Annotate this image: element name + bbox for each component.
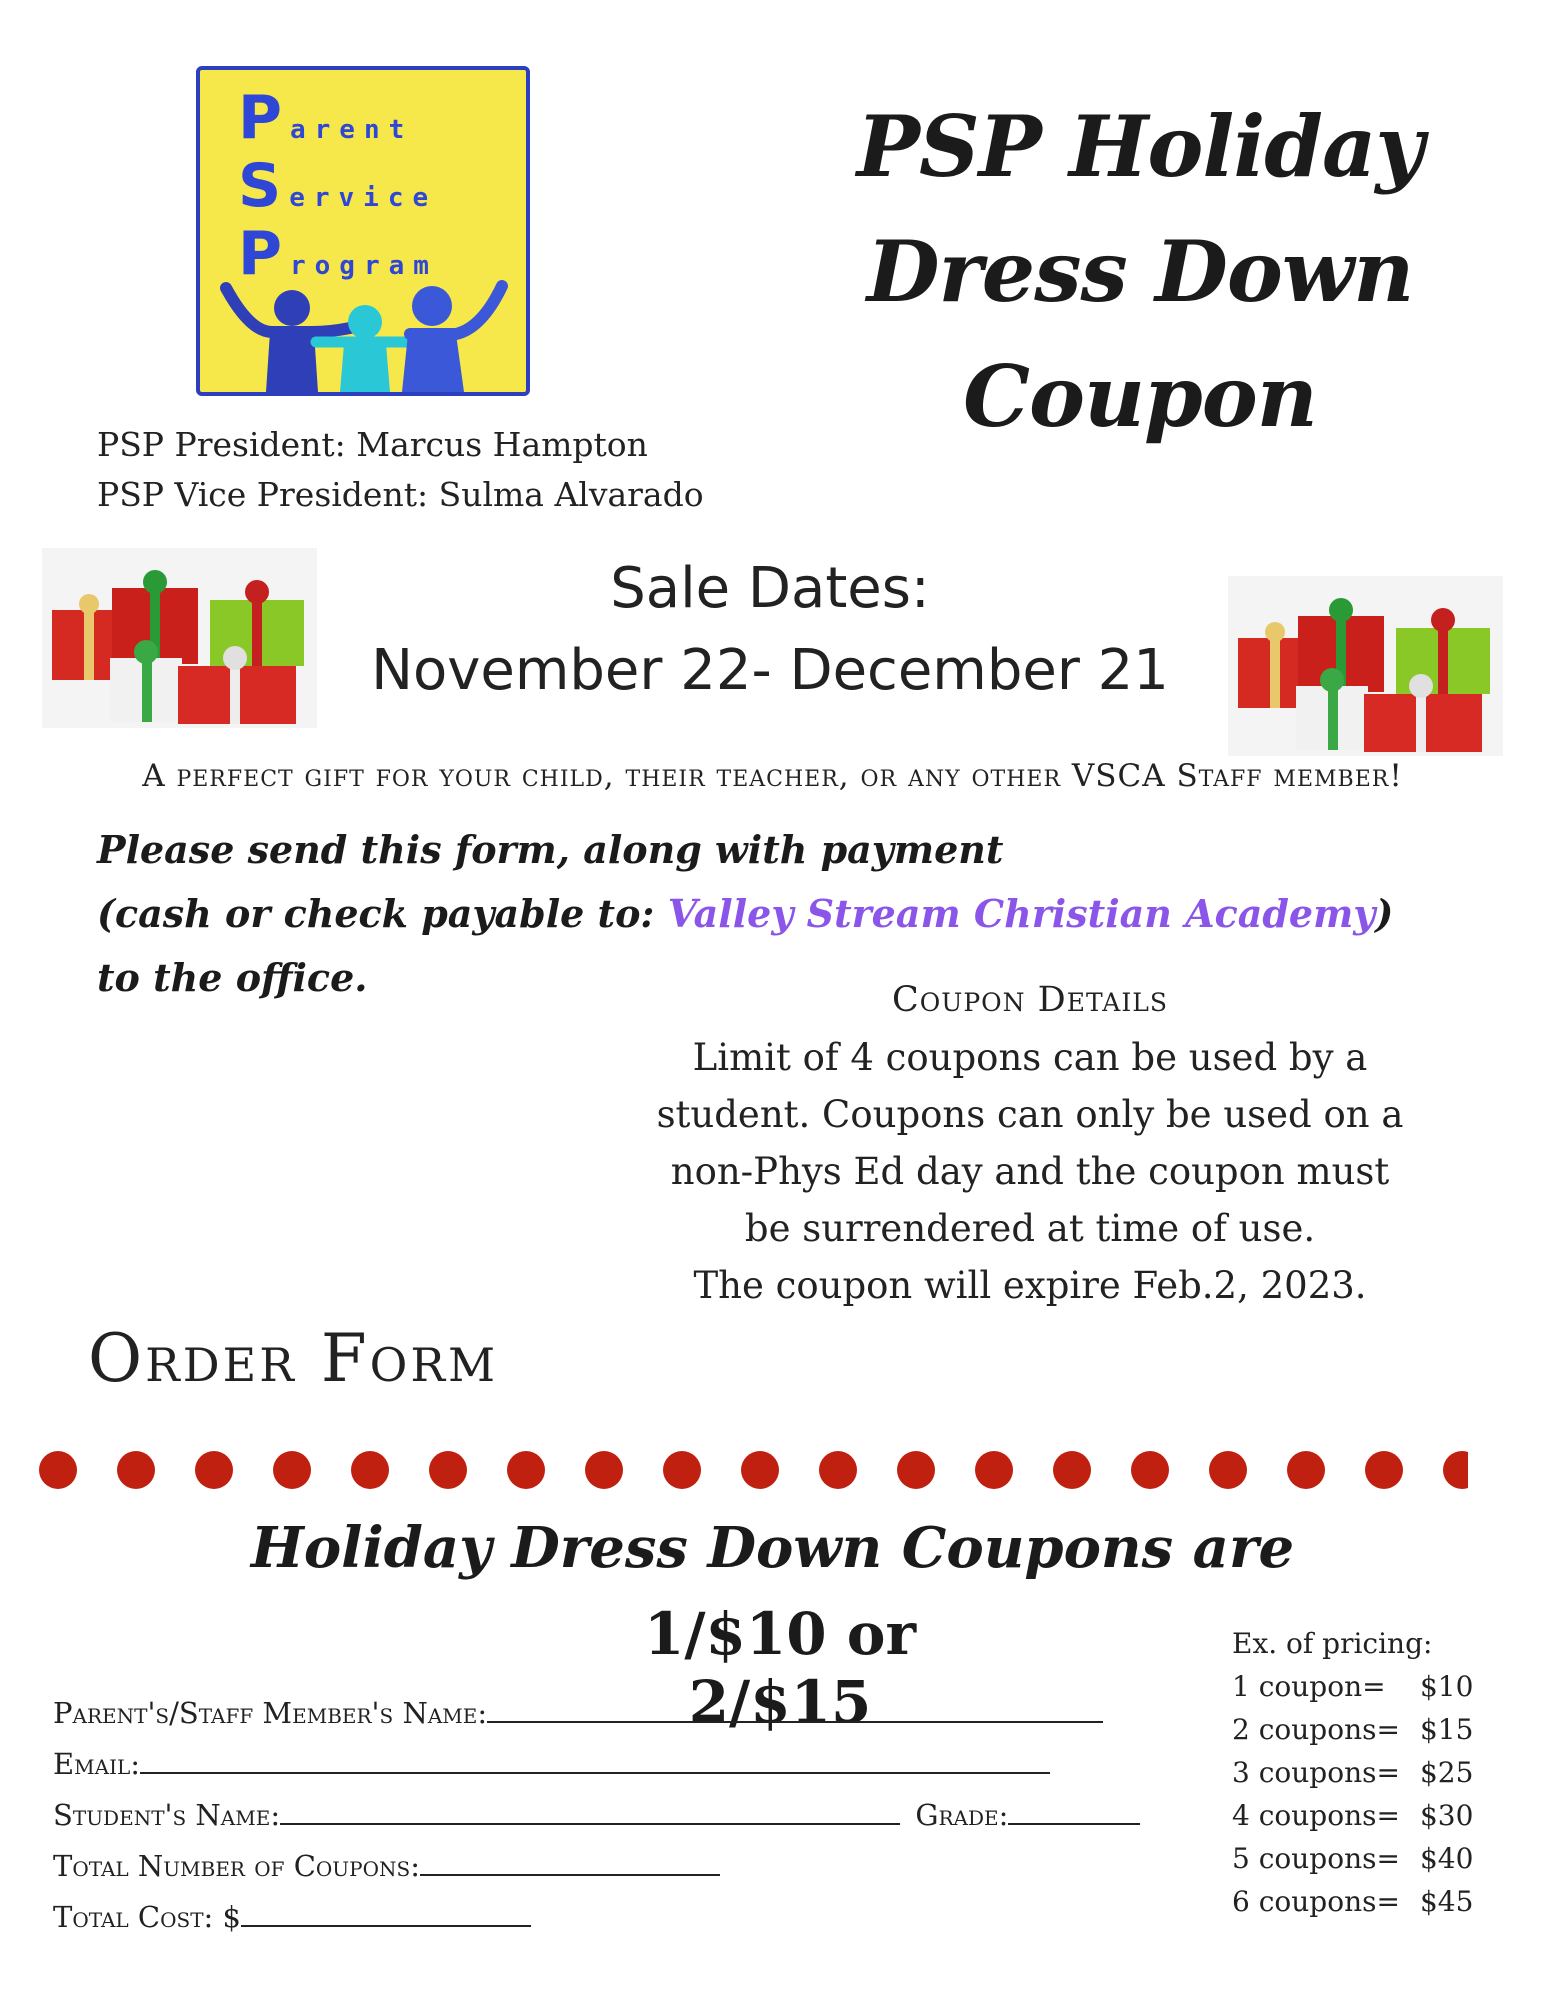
coupon-details-heading: Coupon Details <box>892 980 1168 1020</box>
parent-name-field[interactable] <box>487 1695 1103 1723</box>
logo-row-service <box>238 151 438 221</box>
order-form-fields <box>53 1688 1140 1943</box>
payee-name: Valley Stream Christian Academy <box>667 891 1376 936</box>
dotted-divider <box>38 1448 1468 1492</box>
pricing-row: 4 coupons= $30 <box>1232 1799 1474 1832</box>
total-coupons-row <box>53 1841 1140 1892</box>
divider-dot <box>117 1451 155 1489</box>
coupon-details-line: student. Coupons can only be used on a <box>656 1093 1404 1136</box>
divider-dot <box>819 1451 857 1489</box>
coupon-details-line: non-Phys Ed day and the coupon must <box>670 1150 1390 1193</box>
divider-dot <box>585 1451 623 1489</box>
sale-dates <box>340 548 1200 712</box>
grade-field[interactable] <box>1008 1797 1140 1825</box>
divider-dot <box>39 1451 77 1489</box>
price-line: 1/$10 or 2/$15 <box>643 1600 917 1736</box>
divider-dot <box>1287 1451 1325 1489</box>
tagline: A perfect gift for your child, their teacher, or any other VSCA Staff member! <box>142 758 1403 794</box>
pricing-table <box>1232 1665 1473 1923</box>
total-cost-label: Total Cost: $ <box>53 1900 241 1934</box>
pricing-row: 5 coupons= $40 <box>1232 1842 1474 1875</box>
divider-dot <box>1209 1451 1247 1489</box>
total-coupons-label: Total Number of Coupons: <box>53 1849 420 1883</box>
divider-dot <box>1053 1451 1091 1489</box>
student-name-label: Student's Name: <box>53 1798 281 1832</box>
psp-logo <box>196 66 530 396</box>
logo-word: arent <box>289 115 414 145</box>
divider-dot <box>975 1451 1013 1489</box>
divider-dot <box>741 1451 779 1489</box>
total-cost-field[interactable] <box>241 1899 531 1927</box>
logo-word: rogram <box>289 251 438 281</box>
page-title <box>820 84 1460 459</box>
grade-label: Grade: <box>915 1798 1009 1832</box>
coupon-details-line: Limit of 4 coupons can be used by a <box>692 1036 1368 1079</box>
pricing-heading: Ex. of pricing: <box>1232 1627 1433 1660</box>
coupon-details <box>640 972 1420 1314</box>
pricing-row: 6 coupons= $45 <box>1232 1885 1474 1918</box>
order-form-heading: Order Form <box>88 1320 499 1397</box>
total-coupons-field[interactable] <box>420 1848 720 1876</box>
divider-dot <box>351 1451 389 1489</box>
logo-row-program <box>238 219 438 289</box>
student-name-field[interactable] <box>280 1797 900 1825</box>
sale-dates-range: November 22- December 21 <box>371 638 1169 703</box>
parent-name-row <box>53 1688 1140 1739</box>
sale-dates-label: Sale Dates: <box>610 556 930 621</box>
gift-boxes-image <box>42 548 317 728</box>
total-cost-row <box>53 1892 1140 1943</box>
title-line: Dress Down <box>866 222 1414 321</box>
instructions-line: Please send this form, along with payment <box>97 827 1004 872</box>
pricing-row: 1 coupon= $10 <box>1232 1670 1474 1703</box>
divider-dot <box>273 1451 311 1489</box>
divider-dot <box>1443 1451 1468 1489</box>
vice-president-text: PSP Vice President: Sulma Alvarado <box>97 475 704 514</box>
parent-name-label: Parent's/Staff Member's Name: <box>53 1696 488 1730</box>
coupon-details-line: be surrendered at time of use. <box>744 1207 1316 1250</box>
student-name-row <box>53 1790 1140 1841</box>
email-row <box>53 1739 1140 1790</box>
officers-block <box>97 420 704 520</box>
logo-letter: P <box>238 219 282 289</box>
logo-letter: S <box>238 151 282 221</box>
pricing-examples <box>1232 1622 1473 1923</box>
gift-boxes-image <box>1228 576 1503 756</box>
email-label: Email: <box>53 1747 141 1781</box>
divider-dot <box>663 1451 701 1489</box>
divider-dot <box>1365 1451 1403 1489</box>
logo-letter: P <box>238 83 282 153</box>
coupon-details-line: The coupon will expire Feb.2, 2023. <box>693 1264 1367 1307</box>
pricing-row: 3 coupons= $25 <box>1232 1756 1474 1789</box>
price-heading: Holiday Dress Down Coupons are <box>250 1515 1295 1581</box>
instructions-line: to the office. <box>97 955 368 1000</box>
instructions-line: (cash or check payable to: Valley Stream Christian Academy) <box>97 891 1394 936</box>
logo-word: ervice <box>289 183 438 213</box>
divider-dot <box>507 1451 545 1489</box>
pricing-row: 2 coupons= $15 <box>1232 1713 1474 1746</box>
title-line: Coupon <box>963 347 1317 446</box>
family-figures-icon <box>220 280 510 392</box>
logo-row-parent <box>238 83 414 153</box>
president-text: PSP President: Marcus Hampton <box>97 425 648 464</box>
divider-dot <box>897 1451 935 1489</box>
email-field[interactable] <box>140 1746 1050 1774</box>
divider-dot <box>195 1451 233 1489</box>
title-line: PSP Holiday <box>856 97 1424 196</box>
divider-dot <box>429 1451 467 1489</box>
divider-dot <box>1131 1451 1169 1489</box>
